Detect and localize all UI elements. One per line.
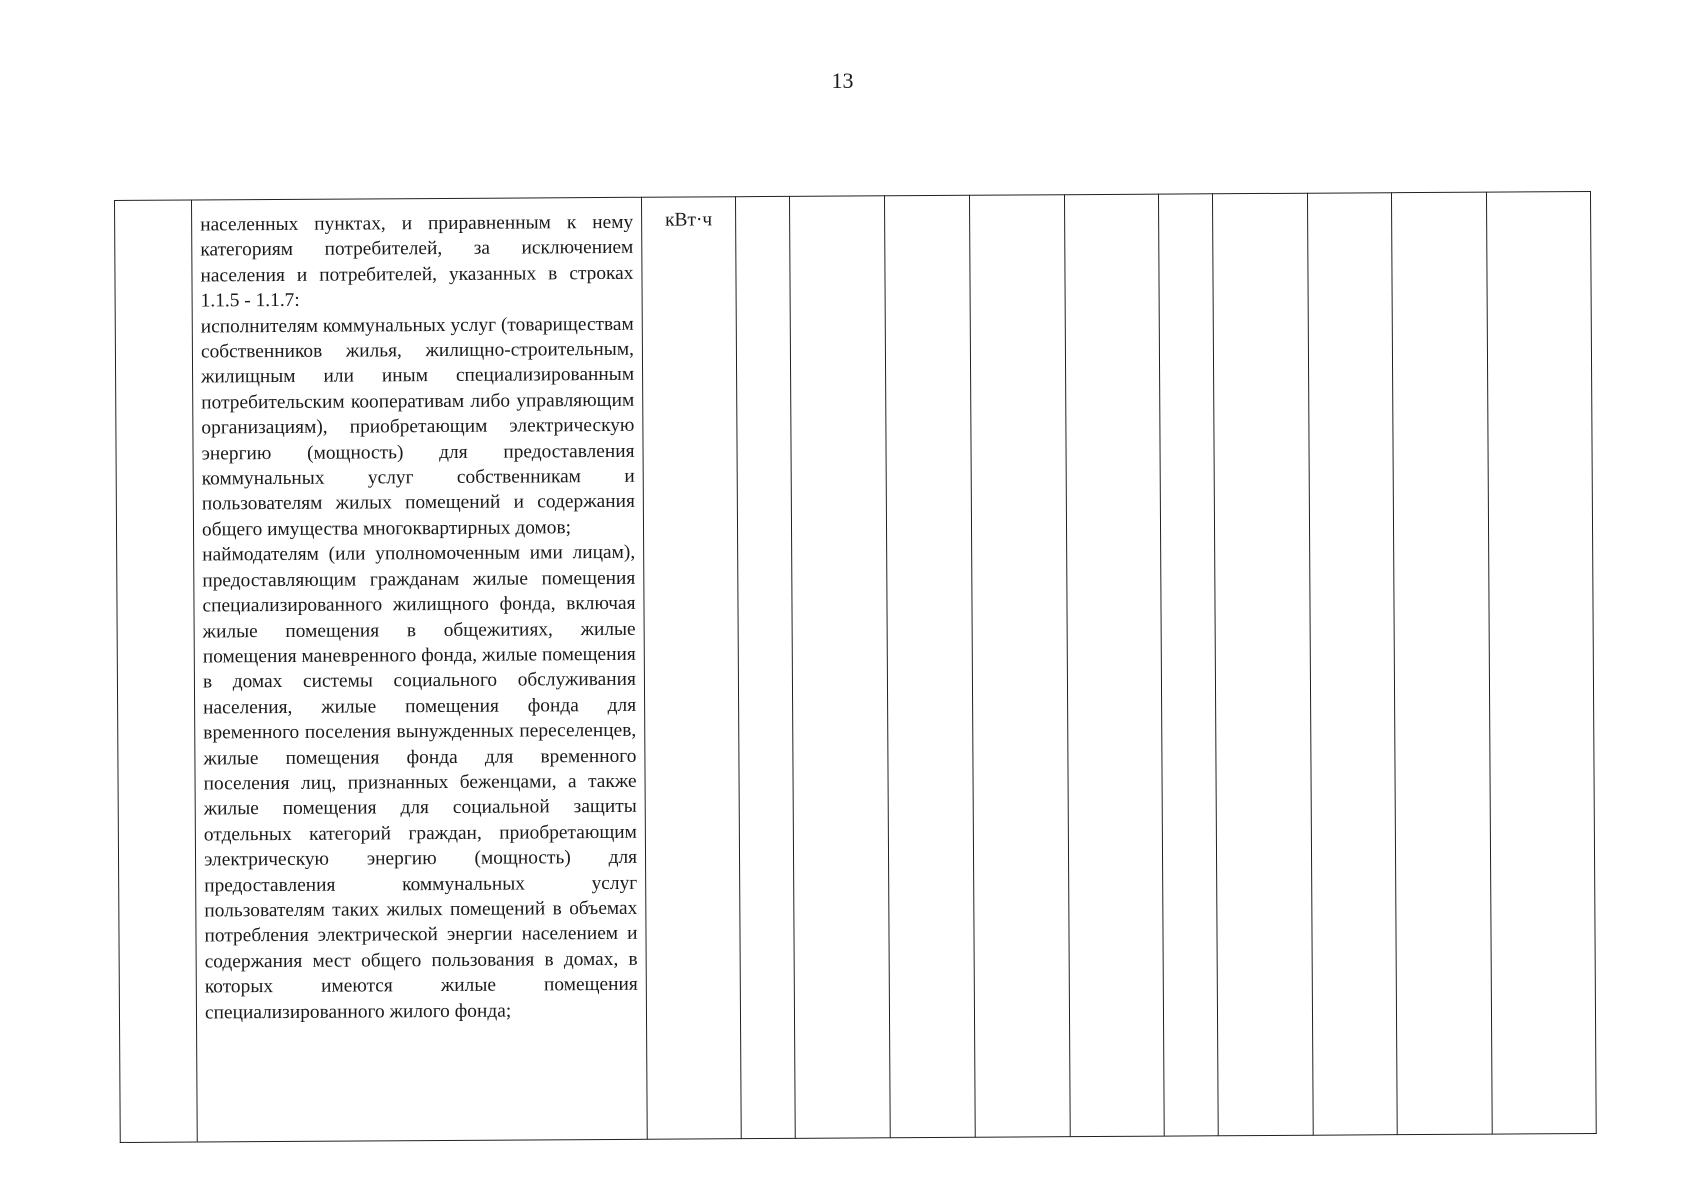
tariff-table [114,191,1597,1143]
value-cell [789,196,890,1139]
row-index-cell [115,200,198,1142]
description-intro: населенных пунктах, и приравненным к нему категориям потребителей, за исключением населения и потребителей, указанных в строках 1.1.5 - 1.1.7: [200,211,634,312]
value-cell [1391,192,1492,1135]
description-landlords: наймодателям (или уполномоченным ими лицам), предоставляющим гражданам жилые помещения специализированного жилищного фонда, включая жилые помещения в общежитиях, жилые помещения маневренного фонда, жилые помещения в домах системы социального обслуживания населения, жилые помещения фонда для временного поселения вынужденных переселенцев, жилые помещения фонда для временного поселения лиц, признанных беженцами, а также жилые помещения для социальной защиты отдельных категорий граждан, приобретающим электрическую энергию (мощность) для предоставления коммунальных услуг пользователям таких жилых помещений в объемах потребления электрической энергии населением и содержания мест общего пользования в домах, в которых имеются жилые помещения специализированного жилого фонда; [202,542,638,1024]
value-cell [1212,193,1313,1136]
description-utilities: исполнителям коммунальных услуг (товариществам собственников жилья, жилищно-строительным, жилищным или иным специализированным потребительским кооперативам либо управляющим организациям), приобретающим электрическую энергию (мощность) для предоставления коммунальных услуг собственникам и пользователям жилых помещений и содержания общего имущества многоквартирных домов; [200,313,635,541]
unit-cell: кВт·ч [641,197,741,1140]
description-cell [192,197,648,1142]
value-cell [884,195,975,1138]
page-number: 13 [831,68,854,93]
value-cell [1158,194,1218,1136]
value-cell [735,196,795,1138]
value-cell [1486,191,1596,1134]
value-cell [1064,194,1164,1137]
value-cell [1307,193,1397,1135]
table-row [115,191,1597,1142]
value-cell [969,195,1070,1138]
